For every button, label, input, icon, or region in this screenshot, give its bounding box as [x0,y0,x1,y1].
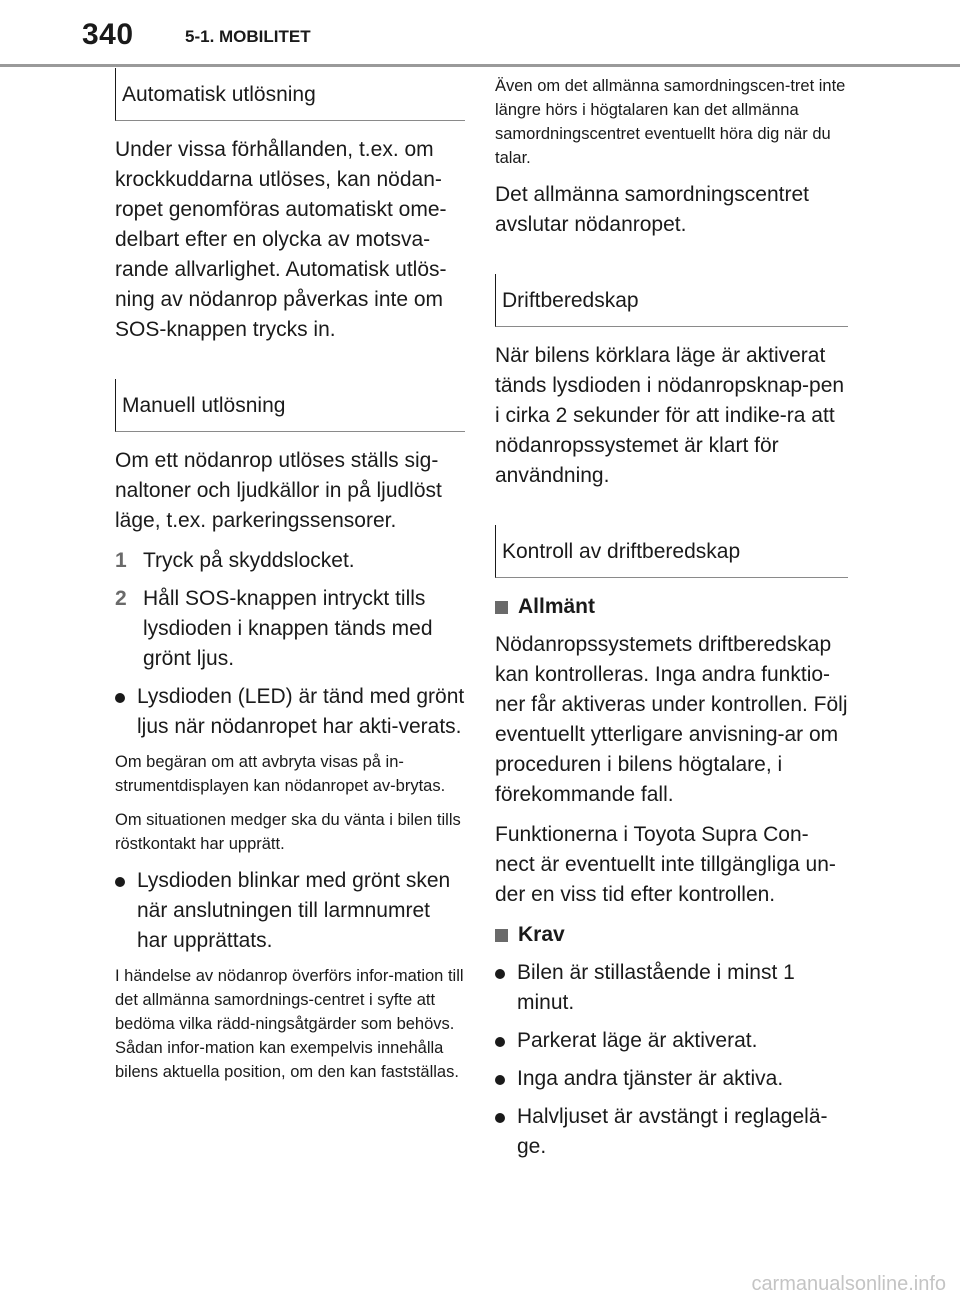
general-text: Nödanropssystemets driftberedskap kan kontrolleras. Inga andra funktio-ner får aktiveras under kontrollen. Följ eventuellt ytterligare anvisning-ar om proceduren i bilens högtalare, i förekommande fall. [495,633,848,806]
bullet-dot-icon [495,1102,517,1162]
square-bullet-icon [495,929,508,942]
step-number: 2 [115,587,127,610]
requirement-item [495,1064,848,1094]
automatic-trigger-text: Under vissa förhållanden, t.ex. om krockkuddarna utlöses, kan nödan-ropet genomföras automatiskt ome-delbart efter en olycka av motsva-rande allvarlighet. Automatisk utlös-ning av nödanrop påverkas inte om SOS-knappen trycks in. [115,138,447,341]
step-item [115,546,465,576]
requirement-text: Inga andra tjänster är aktiva. [517,1067,784,1090]
left-column [115,68,465,1094]
requirement-item [495,958,848,1018]
requirement-item [495,1026,848,1056]
requirement-item [495,1102,848,1162]
bullet-dot-icon [115,866,137,956]
bullet-text: Lysdioden blinkar med grönt sken när anslutningen till larmnumret har upprättats. [137,869,451,952]
bullet-item [115,866,465,956]
note-text: Även om det allmänna samordningscen-tret inte längre hörs i högtalaren kan det allmänna samordningscentret eventuellt höra dig när du talar. [495,77,846,167]
bullet-dot-icon [495,1026,517,1056]
subheading-label: Allmänt [518,595,596,618]
bullet-item [115,682,465,742]
right-column [495,68,848,1170]
subheading-label: Krav [518,923,565,946]
spacer [495,501,848,525]
spacer [115,355,465,379]
step-item [115,584,465,674]
watermark: carmanualsonline.info [751,1273,946,1295]
note-text: Om situationen medger ska du vänta i bilen tills röstkontakt har upprätt. [115,811,461,853]
section-title: 5-1. MOBILITET [185,27,311,46]
step-text: Håll SOS-knappen intryckt tills lysdioden i knappen tänds med grönt ljus. [143,587,433,670]
header-rule [0,64,960,67]
subheading-general [495,592,848,622]
page-number: 340 [82,18,134,51]
note-text: I händelse av nödanrop överförs infor-mation till det allmänna samordnings-centret i syfte att bedöma vilka rädd-ningsåtgärder som behövs. Sådan infor-mation kan exempelvis innehålla bilens aktuella position, om den kan fastställas. [115,967,464,1081]
bullet-dot-icon [495,1064,517,1094]
manual-trigger-text: Om ett nödanrop utlöses ställs sig-naltoner och ljudkällor in på ljudlöst läge, t.ex. parkeringssensorer. [115,449,442,532]
readiness-text: När bilens körklara läge är aktiverat tänds lysdioden i nödanropsknap-pen i cirka 2 sekunder för att indike-ra att nödanropssystemet är klart för användning. [495,344,845,487]
requirement-text: Halvljuset är avstängt i reglagelä-ge. [517,1105,828,1158]
heading-automatic-trigger: Automatisk utlösning [115,68,465,121]
step-number: 1 [115,549,127,572]
subheading-requirements [495,920,848,950]
bullet-text: Lysdioden (LED) är tänd med grönt ljus när nödanropet har akti-verats. [137,685,465,738]
heading-operational-readiness: Driftberedskap [495,274,848,327]
step-text: Tryck på skyddslocket. [143,549,355,572]
heading-manual-trigger: Manuell utlösning [115,379,465,432]
requirement-text: Parkerat läge är aktiverat. [517,1029,758,1052]
requirement-text: Bilen är stillastående i minst 1 minut. [517,961,795,1014]
general-text: Funktionerna i Toyota Supra Con-nect är eventuellt inte tillgängliga un-der en viss tid efter kontrollen. [495,823,836,906]
heading-readiness-check: Kontroll av driftberedskap [495,525,848,578]
square-bullet-icon [495,601,508,614]
bullet-dot-icon [115,682,137,742]
end-call-text: Det allmänna samordningscentret avslutar nödanropet. [495,183,809,236]
note-text: Om begäran om att avbryta visas på in-strumentdisplayen kan nödanropet av-brytas. [115,753,446,795]
bullet-dot-icon [495,958,517,1018]
spacer [495,250,848,274]
